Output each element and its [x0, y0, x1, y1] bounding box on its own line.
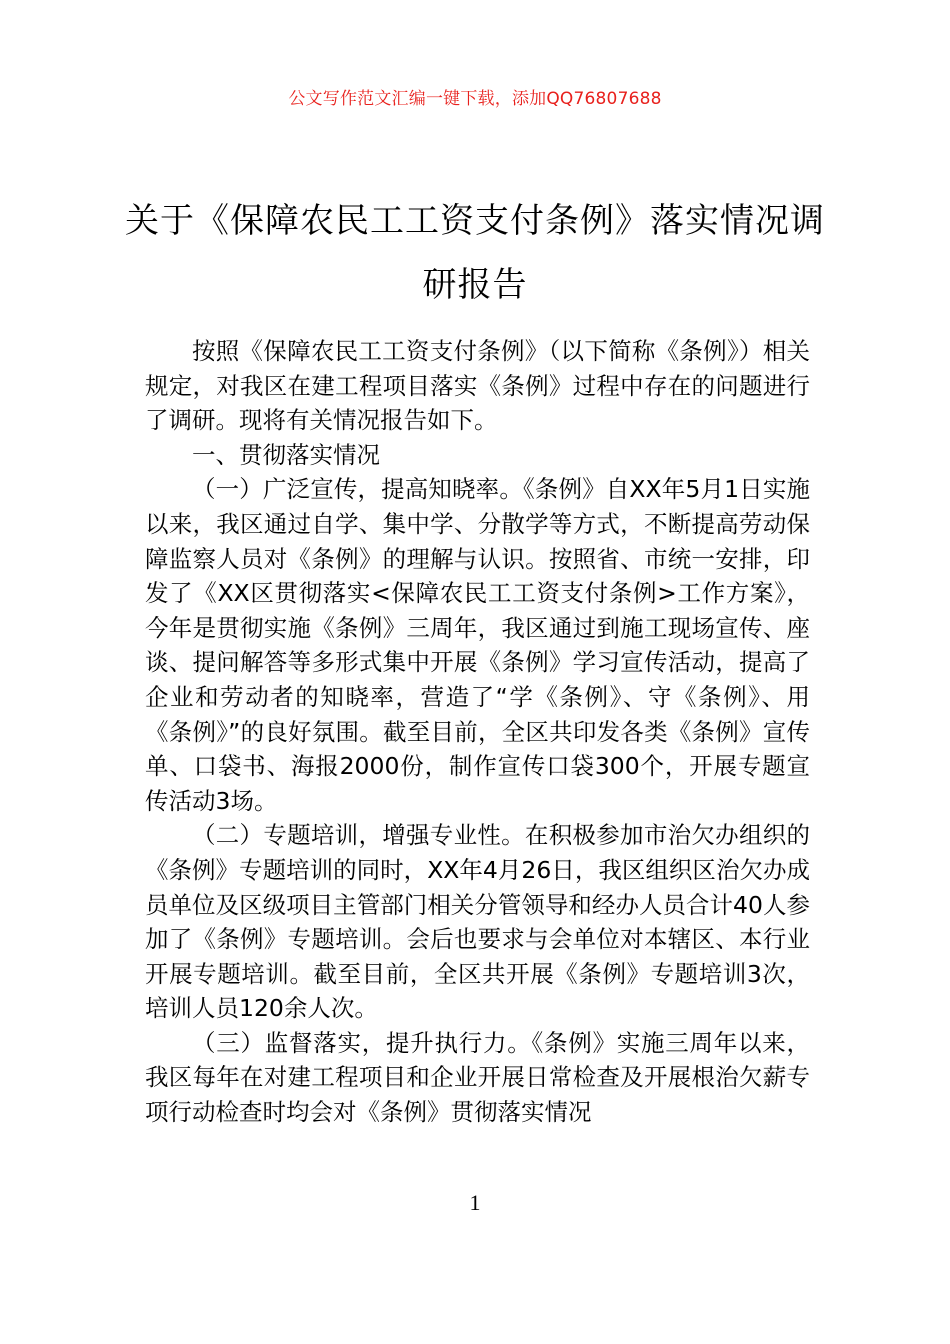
subsection-supervision: （三）监督落实，提升执行力。《条例》实施三周年以来，我区每年在对建工程项目和企业开展日常检查及开展根治欠薪专项行动检查时均会对《条例》贯彻落实情况 — [145, 1028, 810, 1127]
subsection-training: （二）专题培训，增强专业性。在积极参加市治欠办组织的《条例》专题培训的同时，XX年4月26日，我区组织区治欠办成员单位及区级项目主管部门相关分管领导和经办人员合计40人参加了《条例》专题培训。会后也要求与会单位对本辖区、本行业开展专题培训。截至目前，全区共开展《条例》专题培训3次，培训人员120余人次。 — [145, 821, 810, 1023]
section-heading: 一、贯彻落实情况 — [192, 440, 380, 469]
report-title: 关于《保障农民工工资支付条例》落实情况调研报告 — [125, 200, 825, 305]
subsection-publicity: （一）广泛宣传，提高知晓率。《条例》自XX年5月1日实施以来，我区通过自学、集中学、分散学等方式，不断提高劳动保障监察人员对《条例》的理解与认识。按照省、市统一安排，印发了《XX区贯彻落实<保障农民工工资支付条例>工作方案》，今年是贯彻实施《条例》三周年，我区通过到施工现场宣传、座谈、提问解答等多形式集中开展《条例》学习宣传活动，提高了企业和劳动者的知晓率，营造了“学《条例》、守《条例》、用《条例》”的良好氛围。截至目前，全区共印发各类《条例》宣传单、口袋书、海报2000份，制作宣传口袋300个，开展专题宣传活动3场。 — [145, 475, 810, 815]
intro-paragraph: 按照《保障农民工工资支付条例》（以下简称《条例》）相关规定，对我区在建工程项目落实《条例》过程中存在的问题进行了调研。现将有关情况报告如下。 — [145, 337, 810, 435]
download-banner: 公文写作范文汇编一键下载，添加QQ76807688 — [288, 89, 662, 109]
page-number: 1 — [469, 1190, 481, 1215]
report-body — [145, 334, 810, 1130]
